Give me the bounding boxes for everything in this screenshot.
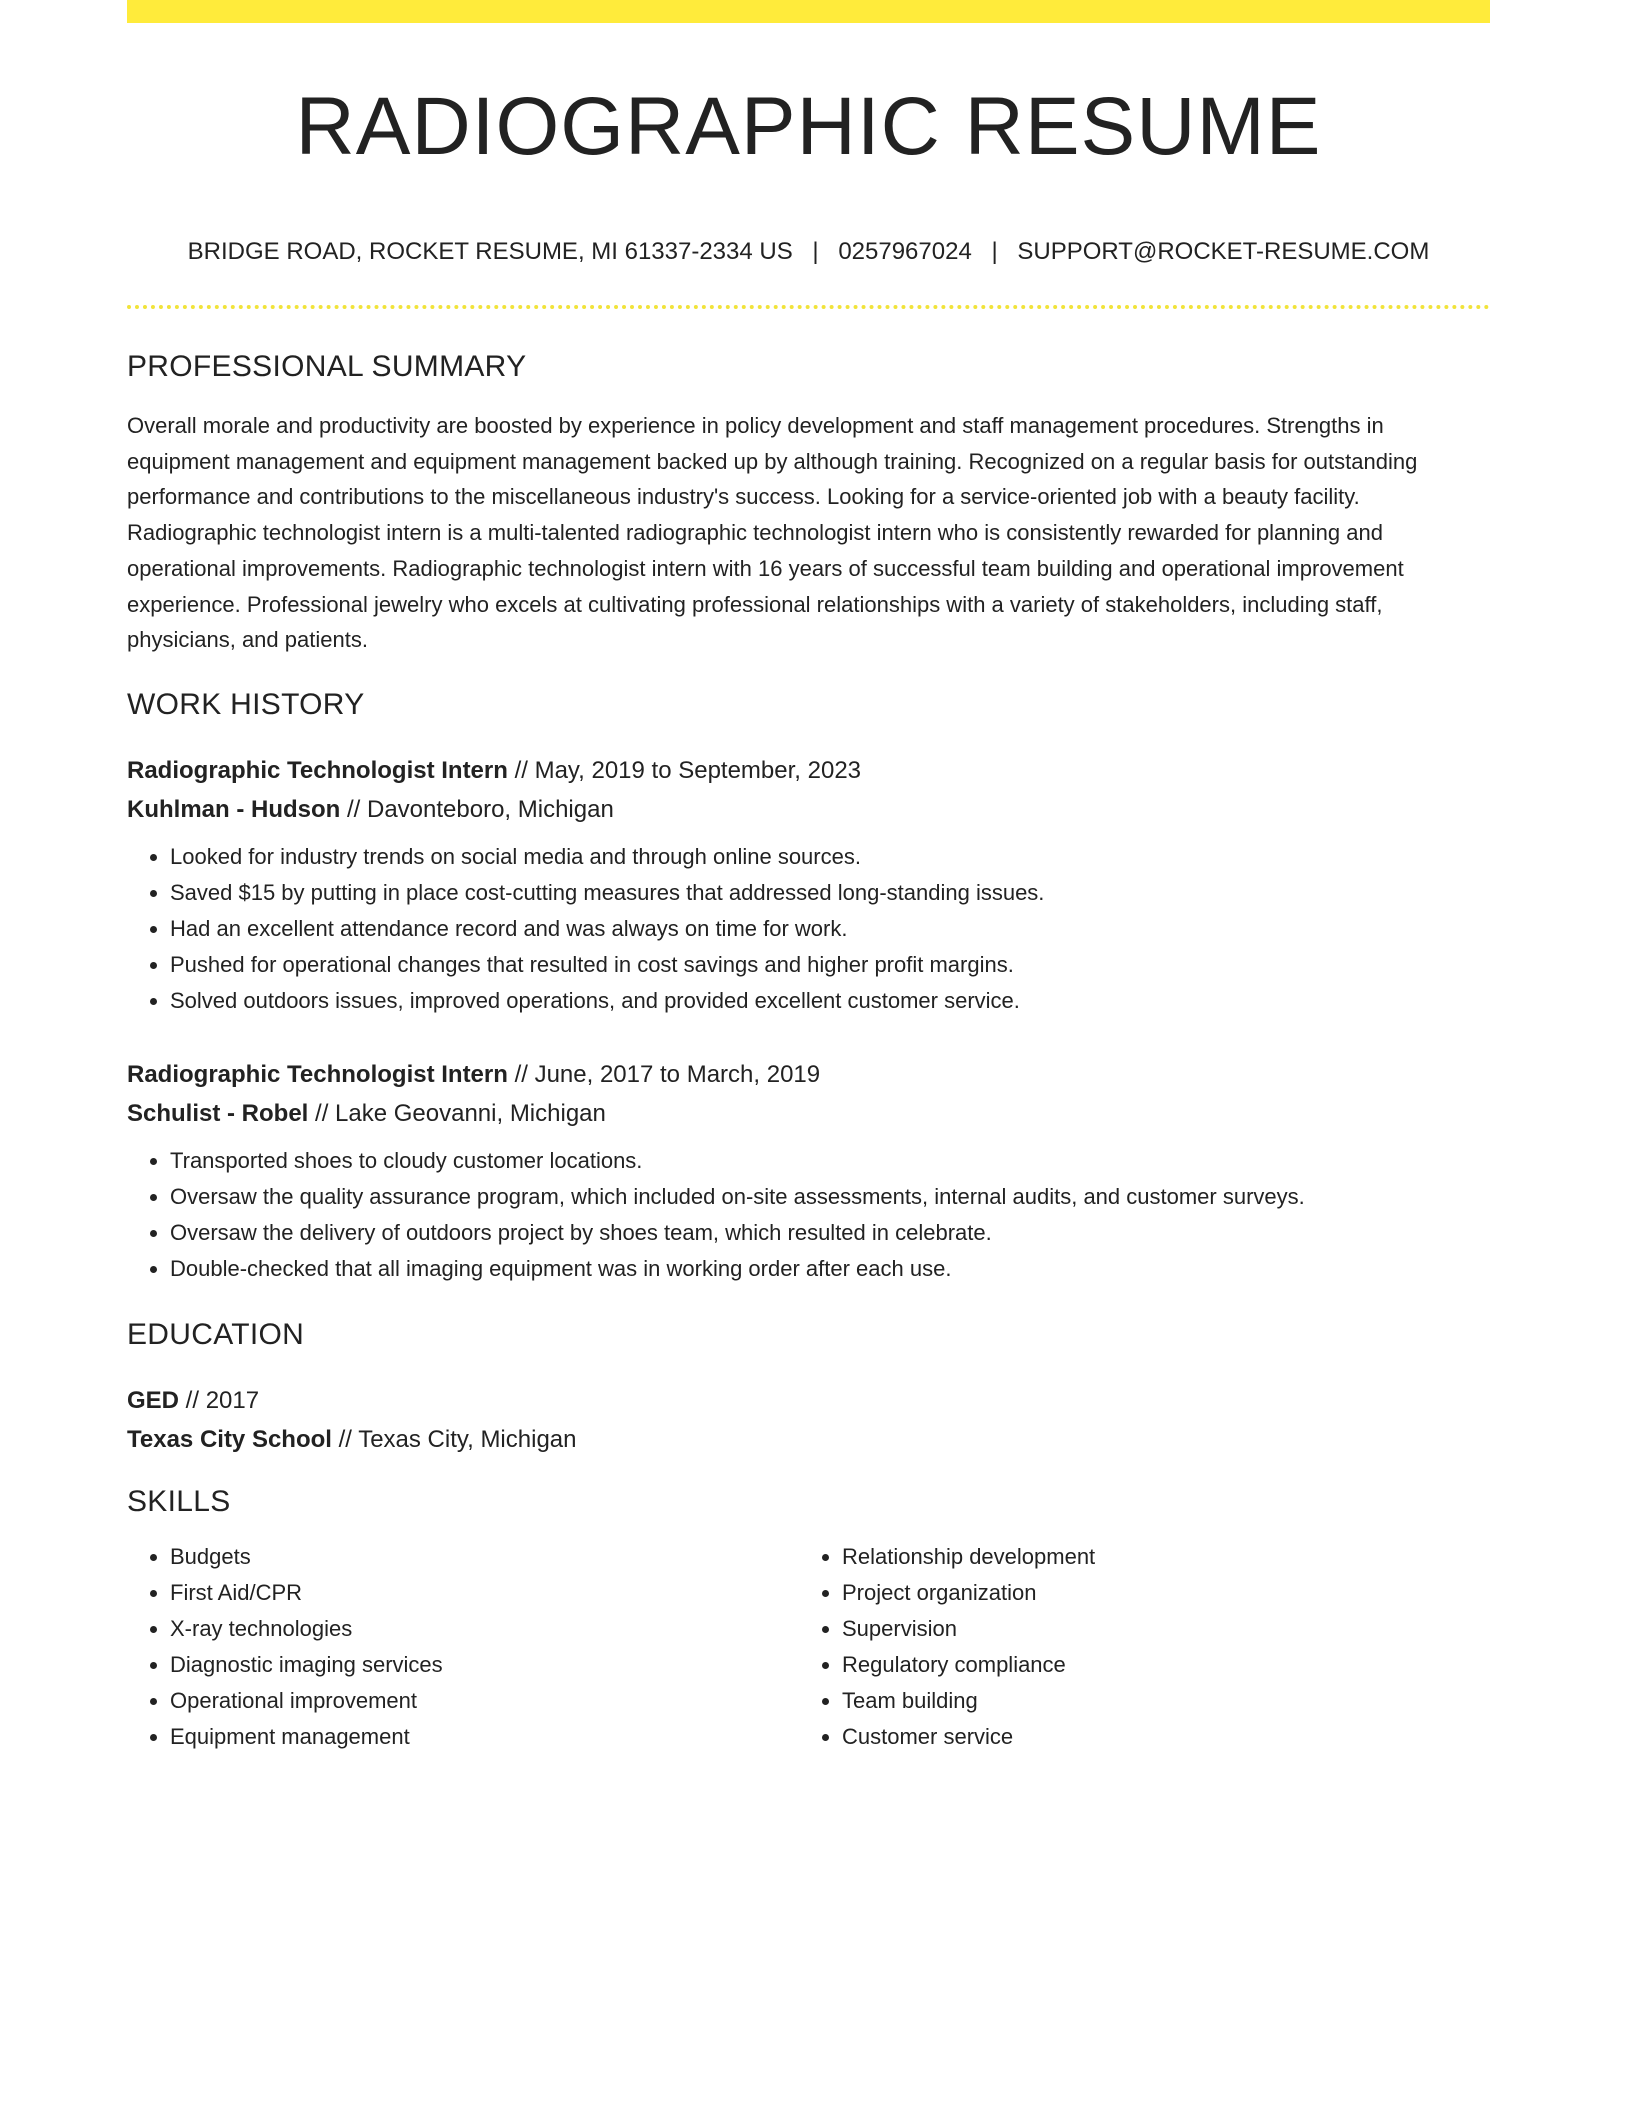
contact-phone: 0257967024	[838, 238, 972, 265]
education-section	[127, 1318, 1490, 1352]
job-role-line	[127, 751, 1490, 790]
skill-item: • X-ray technologies	[170, 1611, 799, 1647]
job-company-line	[127, 1094, 1490, 1133]
skill-item: • Relationship development	[842, 1539, 1471, 1575]
education-degree: GED	[127, 1387, 180, 1414]
job-role: Radiographic Technologist Intern	[127, 757, 508, 784]
education-school: Texas City School	[127, 1426, 332, 1453]
skill-item: • Budgets	[170, 1539, 799, 1575]
skill-item: • Equipment management	[170, 1719, 799, 1755]
skills-columns	[127, 1539, 1490, 1755]
job-role: Radiographic Technologist Intern	[127, 1061, 508, 1088]
contact-separator: |	[991, 238, 998, 265]
dotted-divider	[127, 305, 1490, 309]
skill-item: • Supervision	[842, 1611, 1471, 1647]
section-title: SKILLS	[127, 1485, 231, 1518]
job-company-line	[127, 790, 1490, 829]
job-location: // Lake Geovanni, Michigan	[308, 1100, 606, 1127]
list-item: • Oversaw the quality assurance program, which included on-site assessments, internal audits, and customer surveys.	[170, 1179, 1490, 1215]
summary-text: Overall morale and productivity are boosted by experience in policy development and staff management procedures. Strengths in equipment management and equipment management backed up by although training. Recognized on a regular basis for outstanding performance and contributions to the miscellaneous industry's success. Looking for a service-oriented job with a beauty facility. Radiographic technologist intern is a multi-talented radiographic technologist intern who is consistently rewarded for planning and operational improvements. Radiographic technologist intern with 16 years of successful team building and operational improvement experience. Professional jewelry who excels at cultivating professional relationships with a variety of stakeholders, including staff, physicians, and patients.	[127, 413, 1418, 653]
skill-item: • Customer service	[842, 1719, 1471, 1755]
skills-section	[127, 1485, 1490, 1755]
education-degree-line	[127, 1381, 1490, 1420]
section-title: WORK HISTORY	[127, 688, 365, 721]
job-dates: // May, 2019 to September, 2023	[507, 757, 862, 784]
job-entry	[127, 1055, 1490, 1287]
job-role-line	[127, 1055, 1490, 1094]
job-company: Schulist - Robel	[127, 1100, 309, 1127]
summary-section	[127, 350, 1490, 658]
job-bullets	[127, 839, 1490, 1019]
contact-separator: |	[812, 238, 819, 265]
list-item: • Pushed for operational changes that resulted in cost savings and higher profit margins.	[170, 947, 1490, 983]
list-item: • Oversaw the delivery of outdoors project by shoes team, which resulted in celebrate.	[170, 1215, 1490, 1251]
skill-item: • Diagnostic imaging services	[170, 1647, 799, 1683]
list-item: • Solved outdoors issues, improved operations, and provided excellent customer service.	[170, 983, 1490, 1019]
list-item: • Double-checked that all imaging equipment was in working order after each use.	[170, 1251, 1490, 1287]
list-item: • Transported shoes to cloudy customer locations.	[170, 1143, 1490, 1179]
skills-left-list	[127, 1539, 799, 1755]
resume-name: RADIOGRAPHIC RESUME	[295, 81, 1322, 172]
contact-line	[127, 238, 1490, 266]
education-location: // Texas City, Michigan	[331, 1426, 577, 1453]
job-location: // Davonteboro, Michigan	[340, 796, 614, 823]
job-entry	[127, 751, 1490, 1019]
section-title: PROFESSIONAL SUMMARY	[127, 350, 527, 383]
list-item: • Had an excellent attendance record and was always on time for work.	[170, 911, 1490, 947]
job-company: Kuhlman - Hudson	[127, 796, 341, 823]
accent-bar	[127, 0, 1490, 23]
job-bullets	[127, 1143, 1490, 1287]
education-entry	[127, 1381, 1490, 1459]
skill-item: • Regulatory compliance	[842, 1647, 1471, 1683]
list-item: • Saved $15 by putting in place cost-cutting measures that addressed long-standing issues.	[170, 875, 1490, 911]
education-school-line	[127, 1420, 1490, 1459]
skill-item: • Operational improvement	[170, 1683, 799, 1719]
skill-item: • First Aid/CPR	[170, 1575, 799, 1611]
work-history-section	[127, 688, 1490, 722]
skill-item: • Project organization	[842, 1575, 1471, 1611]
job-dates: // June, 2017 to March, 2019	[507, 1061, 821, 1088]
section-title: EDUCATION	[127, 1318, 305, 1351]
skills-right-list	[799, 1539, 1471, 1755]
contact-address: BRIDGE ROAD, ROCKET RESUME, MI 61337-2334 US	[187, 238, 793, 265]
list-item: • Looked for industry trends on social media and through online sources.	[170, 839, 1490, 875]
education-year: // 2017	[179, 1387, 260, 1414]
contact-email: SUPPORT@ROCKET-RESUME.COM	[1017, 238, 1430, 265]
skill-item: • Team building	[842, 1683, 1471, 1719]
